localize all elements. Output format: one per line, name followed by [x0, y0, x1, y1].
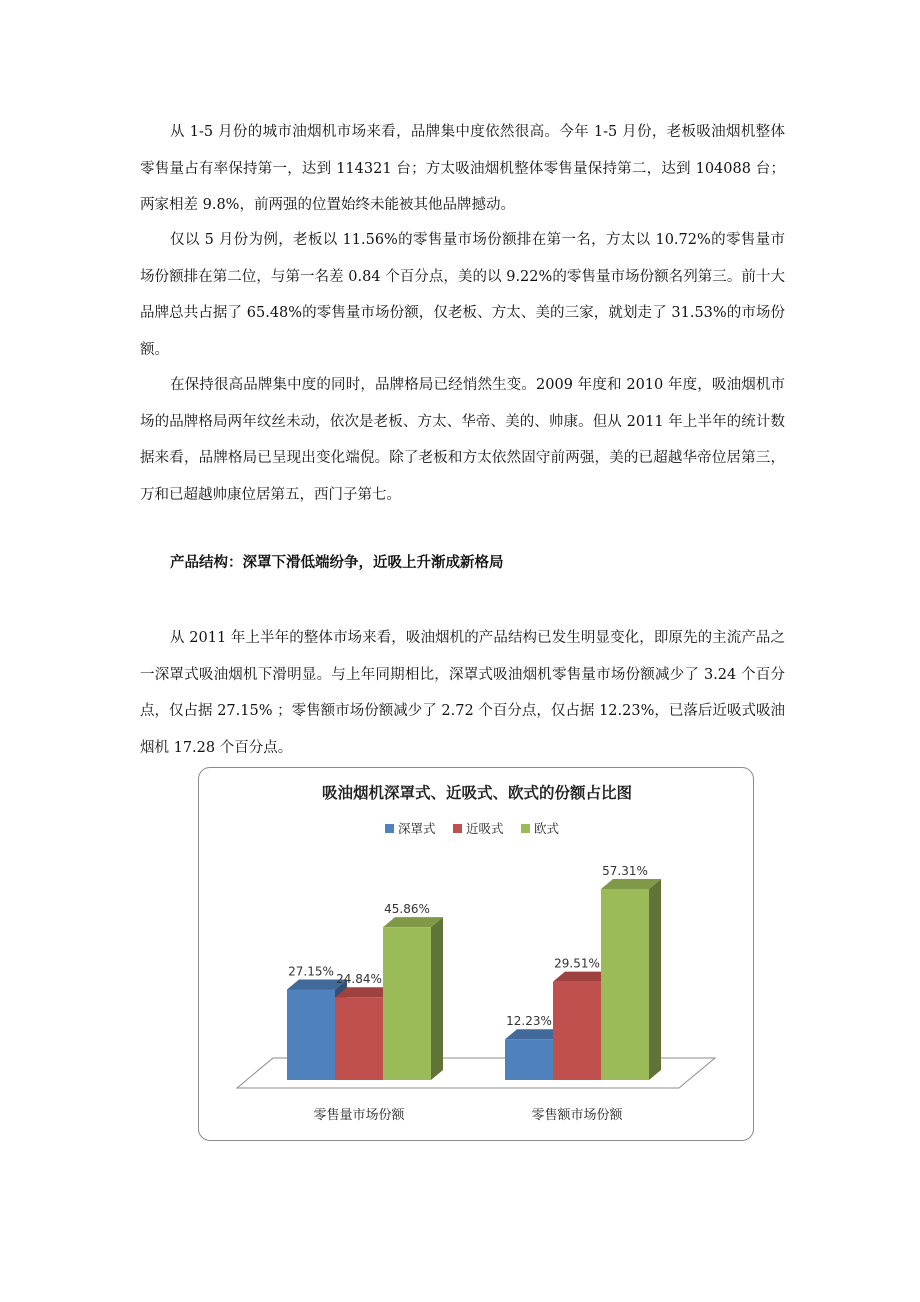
category-label-1: 零售量市场份额 — [313, 1108, 405, 1123]
legend-label-1: 深罩式 — [398, 821, 436, 836]
data-label-3-1: 45.86% — [384, 902, 430, 917]
data-label-1-2: 12.23% — [506, 1014, 552, 1029]
legend-swatch-1 — [385, 824, 394, 833]
paragraph-4: 从 2011 年上半年的整体市场来看，吸油烟机的产品结构已发生明显变化，即原先的主流产品之一深罩式吸油烟机下滑明显。与上年同期相比，深罩式吸油烟机零售量市场份额减少了 3.24 个百分点，仅占据 27.15% ；零售额市场份额减少了 2.72 个百分点，仅占据 12.23%，已落后近吸式吸油烟机 17.28 个百分点。 — [140, 630, 785, 756]
bar-3-2 — [601, 889, 649, 1080]
paragraph-3: 在保持很高品牌集中度的同时，品牌格局已经悄然生变。2009 年度和 2010 年度，吸油烟机市场的品牌格局两年纹丝未动，依次是老板、方太、华帝、美的、帅康。但从 2011 年上半年的统计数据来看，品牌格局已呈现出变化端倪。除了老板和方太依然固守前两强，美的已超越华帝位居第三，万和已超越帅康位居第五，西门子第七。 — [140, 377, 785, 503]
paragraph-2: 仅以 5 月份为例，老板以 11.56%的零售量市场份额排在第一名，方太以 10.72%的零售量市场份额排在第二位，与第一名差 0.84 个百分点，美的以 9.22%的零售量市场份额名列第三。前十大品牌总共占据了 65.48%的零售量市场份额，仅老板、方太、美的三家，就划走了 31.53%的市场份额。 — [140, 232, 785, 358]
data-label-2-2: 29.51% — [554, 956, 600, 971]
bar-side-3-2 — [649, 879, 661, 1080]
data-label-1-1: 27.15% — [288, 964, 334, 979]
data-label-3-2: 57.31% — [602, 863, 648, 878]
legend-label-3: 欧式 — [534, 821, 560, 836]
paragraph-1: 从 1-5 月份的城市油烟机市场来看，品牌集中度依然很高。今年 1-5 月份，老板吸油烟机整体零售量占有率保持第一，达到 114321 台；方太吸油烟机整体零售量保持第二，达到 104088 台；两家相差 9.8%，前两强的位置始终未能被其他品牌撼动。 — [140, 124, 785, 214]
category-label-2: 零售额市场份额 — [531, 1108, 623, 1123]
bar-2-2 — [553, 982, 601, 1080]
bar-1-1 — [287, 990, 335, 1081]
bar-2-1 — [335, 997, 383, 1080]
bar-3-1 — [383, 927, 431, 1080]
section-heading: 产品结构：深罩下滑低端纷争，近吸上升渐成新格局 — [170, 555, 504, 571]
legend-swatch-3 — [521, 824, 530, 833]
legend-swatch-2 — [453, 824, 462, 833]
bar-chart — [199, 768, 755, 1142]
data-label-2-1: 24.84% — [336, 972, 382, 987]
chart-title: 吸油烟机深罩式、近吸式、欧式的份额占比图 — [321, 784, 633, 802]
bar-side-3-1 — [431, 917, 443, 1080]
chart-frame — [198, 767, 754, 1141]
bar-1-2 — [505, 1039, 553, 1080]
legend-label-2: 近吸式 — [466, 821, 504, 836]
